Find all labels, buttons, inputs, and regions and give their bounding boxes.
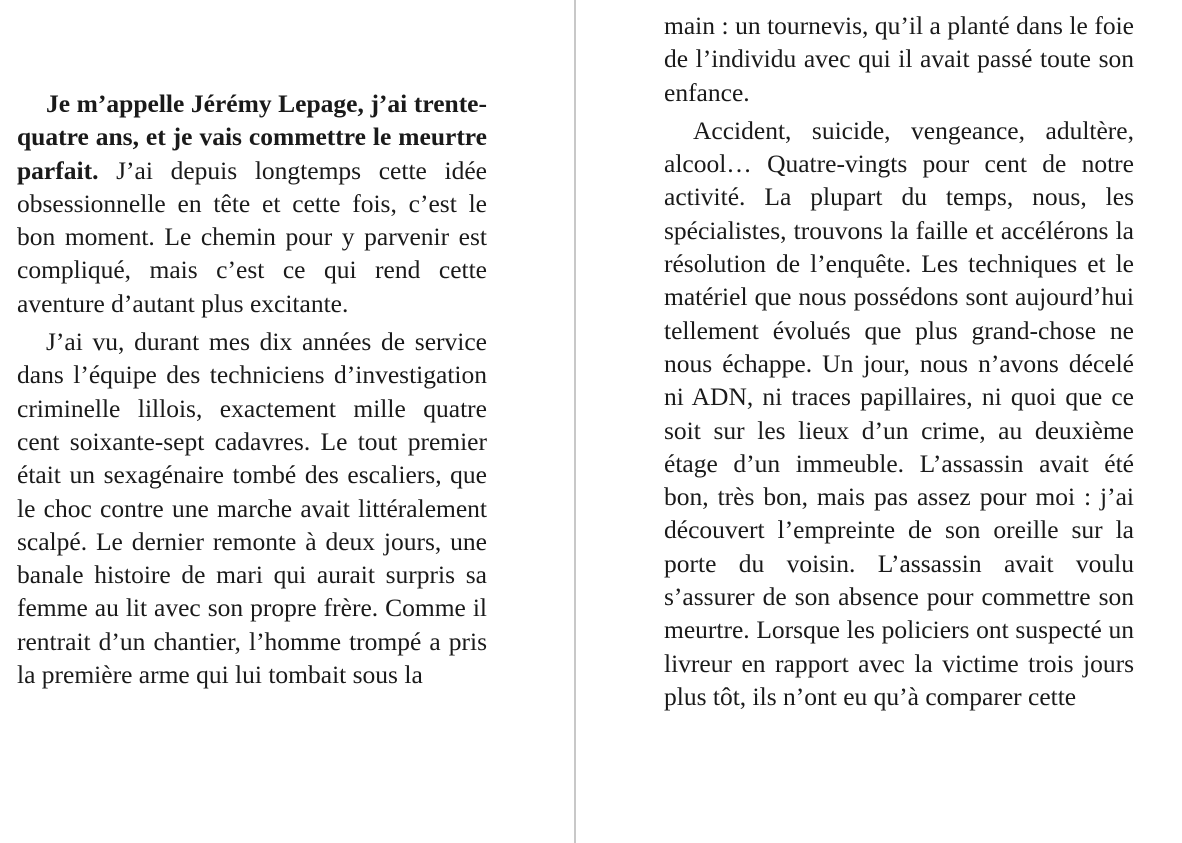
paragraph-opening (17, 87, 487, 320)
right-page (576, 0, 1182, 843)
left-text-column (17, 87, 487, 696)
left-page (0, 0, 574, 843)
opening-paragraph-rest: J’ai depuis longtemps cette idée obsessionnelle en tête et cette fois, c’est le bon moment. Le chemin pour y parvenir est compliqué, mais c’est ce qui rend cette aventure d’autant plus excitante. (17, 155, 487, 318)
paragraph-activity: Accident, suicide, vengeance, adultère, alcool… Quatre-vingts pour cent de notre activité. La plupart du temps, nous, les spécialistes, trouvons la faille et accélérons la résolution de l’enquête. Les techniques et le matériel que nous possédons sont aujourd’hui tellement évolués que plus grand-chose ne nous échappe. Un jour, nous n’avons décelé ni ADN, ni traces papillaires, ni quoi que ce soit sur les lieux d’un crime, au deuxième étage d’un immeuble. L’assassin avait été bon, très bon, mais pas assez pour moi : j’ai découvert l’empreinte de son oreille sur la porte du voisin. L’assassin avait voulu s’assurer de son absence pour commettre son meurtre. Lorsque les policiers ont suspecté un livreur en rapport avec la victime trois jours plus tôt, ils n’ont eu qu’à comparer cette (664, 115, 1134, 711)
right-text-column (664, 9, 1134, 718)
paragraph-continued: main : un tournevis, qu’il a planté dans le foie de l’individu avec qui il avait passé toute son enfance. (664, 11, 1134, 107)
paragraph-cadavers: J’ai vu, durant mes dix années de service dans l’équipe des techniciens d’investigation criminelle lillois, exactement mille quatre cent soixante-sept cadavres. Le tout premier était un sexagénaire tombé des escaliers, que le choc contre une marche avait littéralement scalpé. Le dernier remonte à deux jours, une banale histoire de mari qui aurait surpris sa femme au lit avec son propre frère. Comme il rentrait d’un chantier, l’homme trompé a pris la première arme qui lui tombait sous la (17, 327, 487, 690)
opening-sentence-bold: Je m’appelle Jérémy Lepage, j’ai trente-quatre ans, et je vais commettre le meurtre parfait. (17, 89, 487, 185)
